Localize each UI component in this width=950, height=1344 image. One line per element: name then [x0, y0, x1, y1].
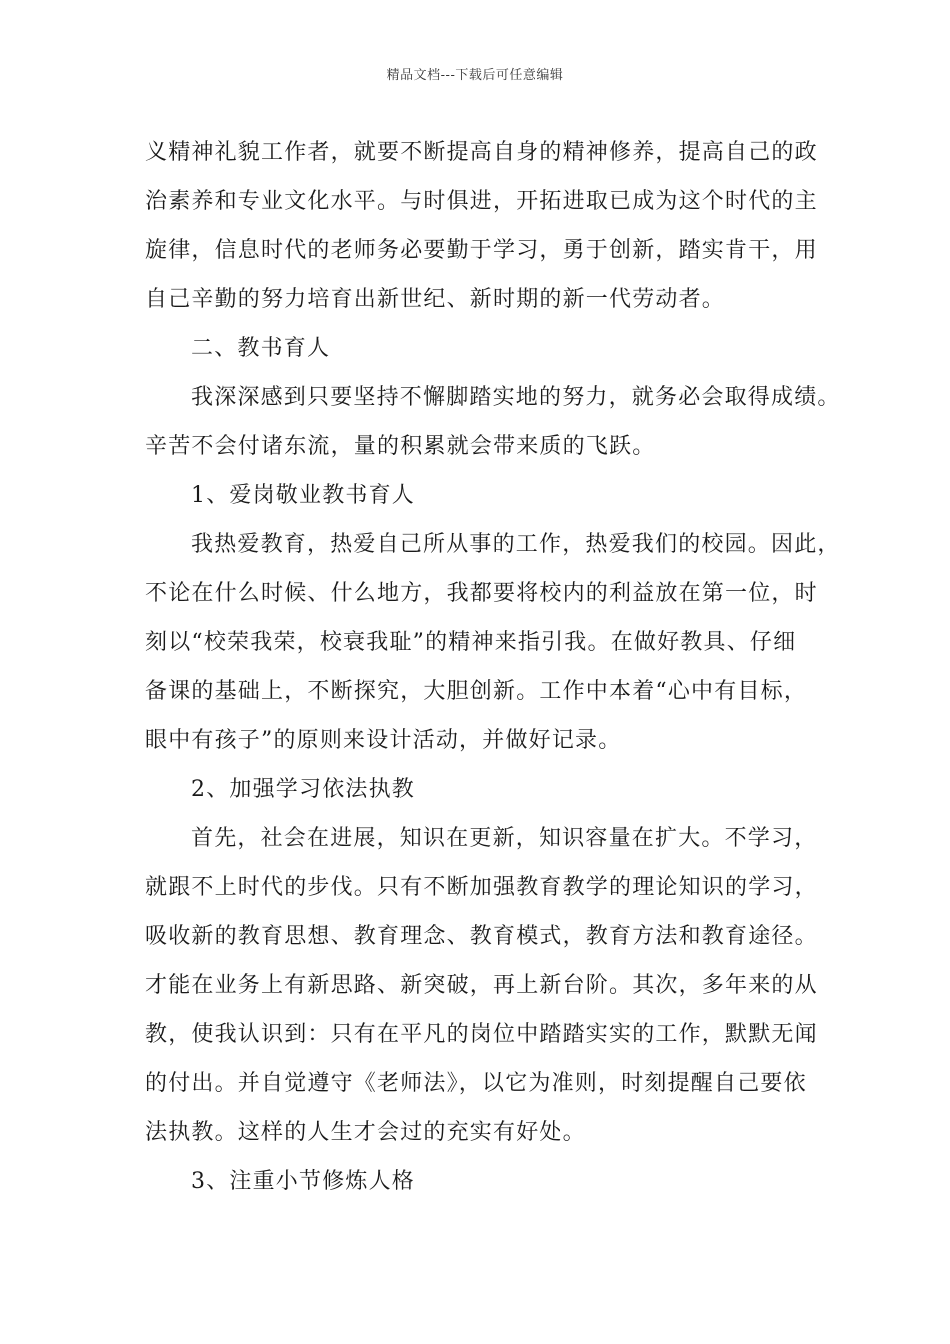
text-line: 辛苦不会付诸东流，量的积累就会带来质的飞跃。: [145, 434, 656, 459]
text-line: 的付出。并自觉遵守《老师法》，以它为准则，时刻提醒自己要依: [145, 1071, 807, 1096]
subsection-heading: 3、注重小节修炼人格: [191, 1169, 415, 1194]
text-line: 我深深感到只要坚持不懈脚踏实地的努力，就务必会取得成绩。: [191, 385, 841, 410]
subsection-heading: 1、爱岗敬业教书育人: [191, 483, 415, 508]
document-body: [145, 128, 841, 1206]
text-line: 备课的基础上，不断探究，大胆创新。工作中本着“心中有目标，: [145, 679, 808, 704]
text-line: 治素养和专业文化水平。与时俱进，开拓进取已成为这个时代的主: [145, 189, 818, 214]
text-line: 就跟不上时代的步伐。只有不断加强教育教学的理论知识的学习，: [145, 875, 818, 900]
subsection-heading: 2、加强学习依法执教: [191, 777, 415, 802]
text-line: 才能在业务上有新思路、新突破，再上新台阶。其次，多年来的从: [145, 973, 818, 998]
text-line: 义精神礼貌工作者，就要不断提高自身的精神修养，提高自己的政: [145, 140, 818, 165]
section-heading: 二、教书育人: [191, 336, 331, 361]
page-header: 精品文档---下载后可任意编辑: [386, 68, 564, 83]
text-line: 法执教。这样的人生才会过的充实有好处。: [145, 1120, 586, 1145]
text-line: 教，使我认识到：只有在平凡的岗位中踏踏实实的工作，默默无闻: [145, 1022, 818, 1047]
text-line: 旋律，信息时代的老师务必要勤于学习，勇于创新，踏实肯干，用: [145, 238, 818, 263]
text-line: 不论在什么时候、什么地方，我都要将校内的利益放在第一位，时: [145, 581, 818, 606]
text-line: 自己辛勤的努力培育出新世纪、新时期的新一代劳动者。: [145, 287, 726, 312]
text-line: 吸收新的教育思想、教育理念、教育模式，教育方法和教育途径。: [145, 924, 818, 949]
text-line: 我热爱教育，热爱自己所从事的工作，热爱我们的校园。因此，: [191, 532, 841, 557]
text-line: 眼中有孩子”的原则来设计活动，并做好记录。: [145, 728, 622, 753]
text-line: 首先，社会在进展，知识在更新，知识容量在扩大。不学习，: [191, 826, 818, 851]
text-line: 刻以“校荣我荣，校衰我耻”的精神来指引我。在做好教具、仔细: [145, 630, 797, 655]
